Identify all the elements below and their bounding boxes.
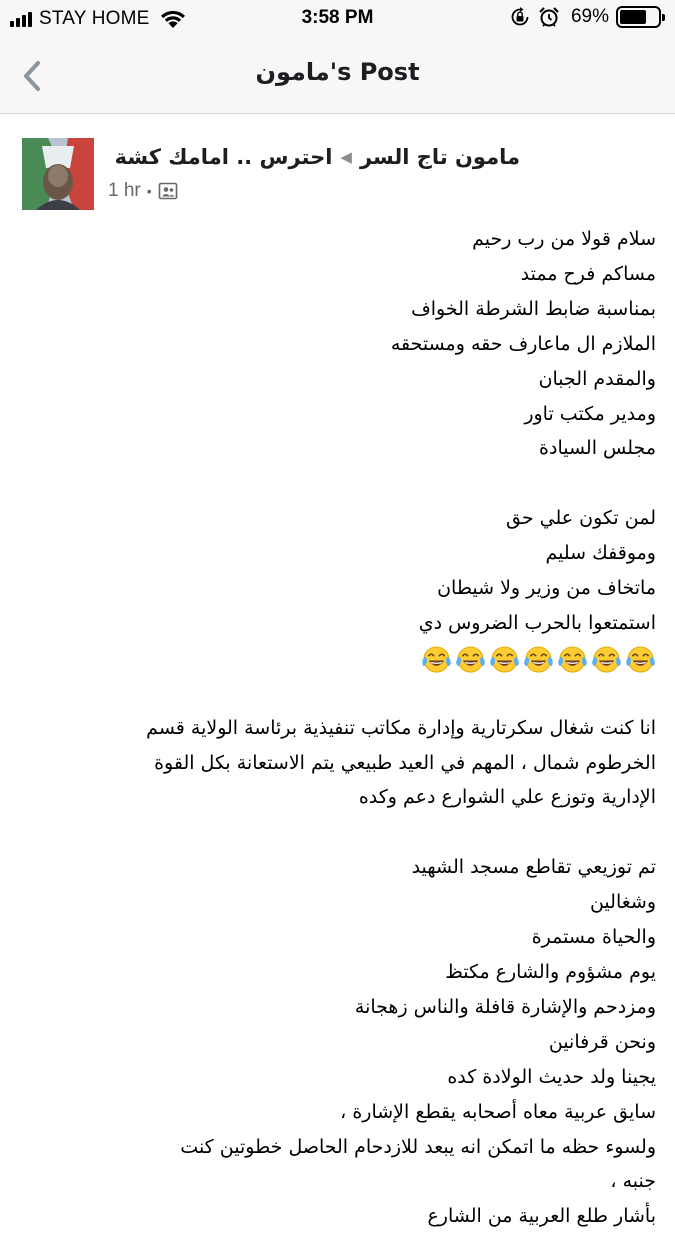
post-text-line: استمتعوا بالحرب الضروس دي — [418, 611, 656, 634]
triangle-right-icon: ◀ — [340, 148, 352, 166]
alarm-icon — [538, 6, 560, 28]
post-text-line: ونحن قرفانين — [548, 1030, 656, 1053]
post-text-line: الخرطوم شمال ، المهم في العيد طبيعي يتم الاستعانة بكل القوة — [154, 751, 656, 774]
post-text-line: والمقدم الجبان — [538, 367, 656, 390]
post-header — [0, 130, 675, 216]
blank-line — [40, 676, 656, 711]
post-text-line: يجينا ولد حديث الولادة كده — [447, 1065, 656, 1088]
face-with-tears-of-joy-icon — [455, 645, 486, 674]
group-audience-icon — [158, 181, 178, 201]
post-text-line: مجلس السيادة — [539, 437, 656, 460]
face-with-tears-of-joy-icon — [591, 645, 622, 674]
page-title: مامون's Post — [255, 58, 420, 86]
status-right — [509, 6, 661, 28]
post-text-line: انا كنت شغال سكرتارية وإدارة مكاتب تنفيذية برئاسة الولاية قسم — [146, 716, 656, 739]
post-text-line: سايق عربية معاه أصحابه يقطع الإشارة ، — [340, 1100, 656, 1123]
post-author[interactable]: مامون تاج السر — [359, 145, 520, 169]
post-text-line: وشغالين — [589, 891, 656, 914]
avatar[interactable] — [22, 138, 94, 210]
blank-line — [40, 466, 656, 501]
post-text-line: الملازم ال ماعارف حقه ومستحقه — [390, 332, 656, 355]
face-with-tears-of-joy-icon — [489, 645, 520, 674]
post-text-line: الإدارية وتوزع علي الشوارع دعم وكده — [358, 786, 656, 809]
battery-icon — [616, 6, 661, 28]
post-author-line — [115, 145, 520, 169]
post-body — [40, 222, 656, 1234]
post-group[interactable]: احترس .. امامك كشة — [114, 145, 333, 169]
face-with-tears-of-joy-icon — [421, 645, 452, 674]
post-text-line: ومدير مكتب تاور — [524, 402, 656, 425]
post-text-line: وموقفك سليم — [545, 542, 656, 565]
post-text-line: مساكم فرح ممتد — [520, 262, 656, 285]
status-bar — [0, 0, 675, 38]
orientation-lock-icon — [509, 6, 531, 28]
face-with-tears-of-joy-icon — [625, 645, 656, 674]
post-text-line: بمناسبة ضابط الشرطة الخواف — [411, 297, 656, 320]
face-with-tears-of-joy-icon — [523, 645, 554, 674]
carrier-label: STAY HOME — [39, 8, 150, 29]
post-meta — [108, 180, 178, 202]
emoji-row — [40, 641, 656, 676]
nav-bar — [0, 38, 675, 114]
post-text-line: بأشار طلع العربية من الشارع — [427, 1205, 656, 1228]
blank-line — [40, 815, 656, 850]
post-text-line: يوم مشؤوم والشارع مكتظ — [445, 960, 656, 983]
post-text-line: تم توزيعي تقاطع مسجد الشهيد — [411, 856, 656, 879]
post-text-line: سلام قولا من رب رحيم — [472, 228, 656, 250]
post-text-line: والحياة مستمرة — [531, 926, 656, 949]
clock: 3:58 PM — [301, 7, 374, 28]
battery-percent: 69% — [570, 6, 609, 27]
post-text-line: جنبه ، — [610, 1170, 656, 1193]
post-text-line: ماتخاف من وزير ولا شيطان — [437, 577, 656, 600]
avatar-image — [22, 138, 94, 210]
post-time[interactable]: 1 hr — [108, 180, 141, 201]
meta-separator: • — [146, 183, 152, 199]
post-text-line: ومزدحم والإشارة قافلة والناس زهجانة — [354, 995, 656, 1018]
post-text-line: ولسوء حظه ما اتمكن انه يبعد للازدحام الحاصل خطوتين كنت — [180, 1135, 656, 1158]
battery-fill — [620, 10, 646, 24]
post-text-line: لمن تكون علي حق — [506, 507, 656, 530]
face-with-tears-of-joy-icon — [557, 645, 588, 674]
